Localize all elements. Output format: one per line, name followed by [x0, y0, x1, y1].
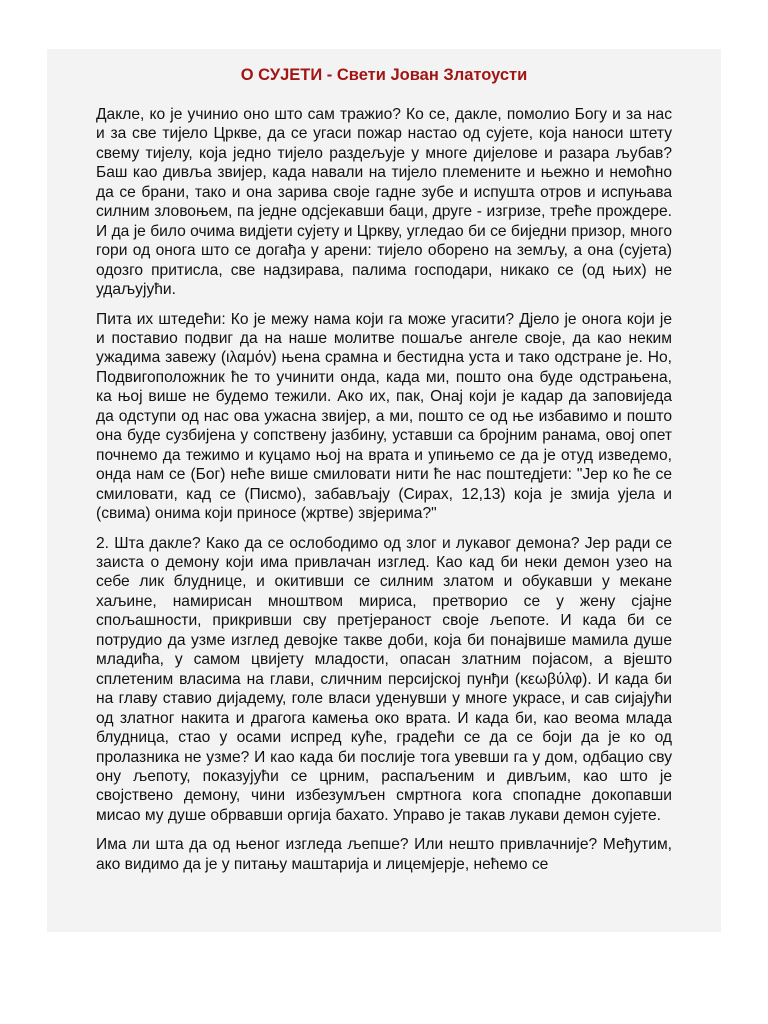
- document-title: О СУЈЕТИ - Свети Јован Златоусти: [240, 66, 528, 84]
- document-page: [47, 49, 721, 932]
- paragraph-1: Дакле, ко је учинио оно што сам тражио? Ко се, дакле, помолио Богу и за нас и за све тијело Цркве, да се угаси пожар настао од сујете, која наноси штету свему тијелу, која једно тијело раздељује у многе дијелове и разара љубав? Баш као дивља звијер, када навали на тијело племените и њежно и немоћно да се брани, тако и она зарива своје гадне зубе и испушта отров и испуњава силним зловоњем, па једне одсјекавши баци, друге - изгризе, треће прождере. И да је било очима видјети сујету и Цркву, угледао би се биједни призор, много гори од онога што се догађа у арени: тијело оборено на земљу, а она (сујета) одозго притисла, све надзирава, палима господари, никако се (од њих) не удаљујући.: [96, 106, 672, 299]
- paragraph-4: Има ли шта да од њеног изгледа љепше? Или нешто привлачније? Међутим, ако видимо да је у питању маштарија и лицемјерје, нећемо се: [96, 836, 672, 873]
- paragraph-3: 2. Шта дакле? Како да се ослободимо од злог и лукавог демона? Јер ради се заиста о демону који има привлачан изглед. Као кад би неки демон узео на себе лик блуднице, и окитивши се силним златом и обукавши у мекане хаљине, намирисан мноштвом мириса, претворио се у жену сјајне спољашности, прикривши сву претјераност своје љепоте. И када би се потрудио да узме изглед девојке такве доби, која би понајвише мамила душе младића, у самом цвијету младости, опасан златним појасом, а вјешто сплетеним власима на глави, сличним персијској пунђи (κεωβύλφ). И када би на главу ставио дијадему, голе власи уденувши у многе украсе, и сав сијајући од златног накита и драгога камења око врата. И када би, као веома млада блудница, стао у осами испред куће, градећи се да се боји да је ко од пролазника не узме? И као када би послије тога увевши га у дом, одбацио сву ону љепоту, показујући се црним, распаљеним и дивљим, као што је својствено демону, чини избезумљен смртнога кога споп​адне докопавши мисао му душе обрвавши оргија бахато. Управо је такав лукави демон сујете.: [96, 534, 672, 824]
- paragraph-2: Пита их штедећи: Ко је межу нама који га може угасити? Дјело је онога који је и поставио подвиг да на наше молитве пошаље ангеле своје, да као неким ужадима завежу (ιλαμόν) њена срамна и бестидна уста и тако одстране је. Но, Подвигоположник ће то учинити онда, када ми, пошто она буде одстрањена, ка њој више не будемо тежили. Ако их, пак, Онај који је кадар да заповиједа да одступи од нас ова ужасна звијер, а ми, пошто се од ње избавимо и пошто она буде сузбијена у сопствену јазбину, уставши са бројним ранама, овој опет почнемо да тежимо и куцамо њој на врата и упињемо се да је отуд изведемо, онда нам се (Бог) неће више смиловати нити ће нас поштедјети: "Јер ко ће се смиловати, кад се (Писмо), забављају (Сирах, 12,13) која је змија ујела и (свима) онима који приносе (жртве) звјерима?": [96, 310, 672, 523]
- document-body: [96, 105, 672, 884]
